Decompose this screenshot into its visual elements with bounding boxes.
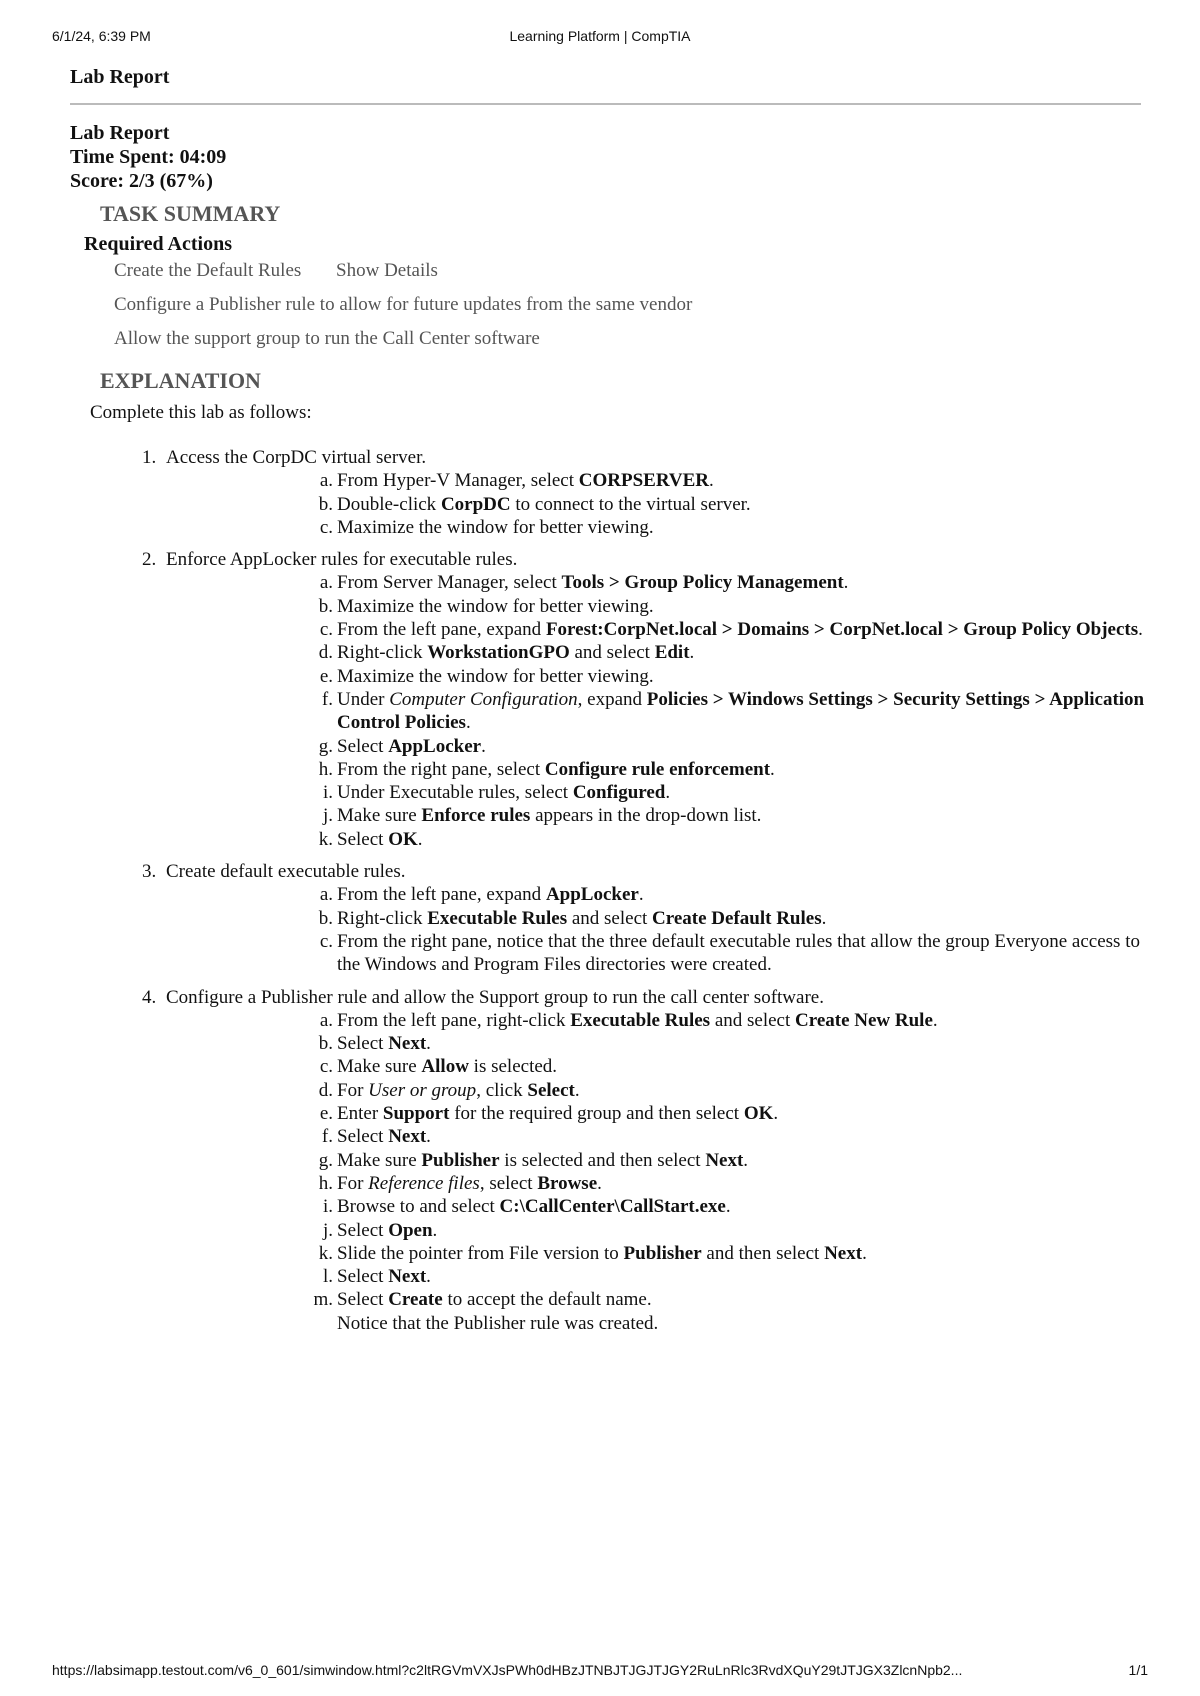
- substep-emphasis: Forest:CorpNet.local > Domains > CorpNet.local > Group Policy Objects: [545, 619, 1139, 641]
- substep-emphasis: Policies > Windows Settings > Security Settings > Application Control Policies: [337, 688, 1145, 734]
- substep-emphasis: Next: [824, 1242, 863, 1264]
- substep-text: From the left pane, expand: [337, 884, 546, 906]
- report-summary: [70, 121, 1145, 193]
- substep-text: Make sure: [337, 1056, 422, 1078]
- substep-item: [166, 595, 1145, 618]
- substep-text: Right-click: [337, 642, 428, 664]
- substep-text: .: [574, 1079, 580, 1101]
- substep-text: .: [597, 1172, 602, 1194]
- substep-emphasis: Create: [388, 1289, 443, 1311]
- substep-letter: i.: [322, 1196, 333, 1218]
- substep-text: to connect to the virtual server.: [510, 493, 751, 515]
- substep-list: [166, 1009, 1145, 1312]
- substep-list: [166, 571, 1145, 851]
- substep-text: .: [709, 470, 714, 492]
- required-action-label: Create the Default Rules: [114, 260, 302, 281]
- substep-letter: g.: [318, 735, 333, 757]
- substep-text: From the right pane, notice that the three default executable rules that allow the group Everyone access to the Windows and Program Files directories were created.: [337, 930, 1140, 976]
- substep-item: [166, 665, 1145, 688]
- substep-text: From the left pane, right-click: [337, 1009, 571, 1031]
- substep-text: is selected and then select: [499, 1149, 706, 1171]
- substep-text: .: [862, 1242, 867, 1264]
- substep-emphasis: Browse: [537, 1172, 598, 1194]
- step-item: [70, 860, 1145, 976]
- substep-emphasis: Executable Rules: [570, 1009, 711, 1031]
- substep-emphasis: Allow: [421, 1056, 469, 1078]
- task-summary-heading: TASK SUMMARY: [100, 201, 281, 226]
- substep-text: .: [426, 1033, 431, 1055]
- substep-emphasis: Configured: [572, 782, 666, 804]
- substep-text: Enter: [337, 1103, 383, 1125]
- required-actions-label: Required Actions: [84, 233, 232, 255]
- print-footer: [52, 1662, 1148, 1684]
- print-url: https://labsimapp.testout.com/v6_0_601/simwindow.html?c2ltRGVmVXJsPWh0dHBzJTNBJTJGJTJGY2RuLnRlc3RvdXQuY29tJTJGX3ZlcnNpb2...: [52, 1662, 963, 1678]
- substep-letter: e.: [319, 1103, 333, 1125]
- substep-item: [166, 758, 1145, 781]
- substep-letter: i.: [322, 782, 333, 804]
- substep-letter: a.: [319, 884, 333, 906]
- substep-emphasis: Create Default Rules: [652, 907, 822, 929]
- step-item: [70, 446, 1145, 539]
- substep-letter: f.: [321, 1126, 333, 1148]
- substep-text: .: [689, 642, 695, 664]
- substep-letter: j.: [322, 805, 333, 827]
- substep-emphasis: Support: [382, 1103, 450, 1125]
- substep-text: Select: [337, 828, 389, 850]
- substep-text: .: [417, 828, 423, 850]
- substep-text: .: [843, 572, 849, 594]
- substep-emphasis: Publisher: [421, 1149, 500, 1171]
- substep-item: [166, 883, 1145, 906]
- substep-text: Select: [337, 735, 389, 757]
- substep-item: [166, 516, 1145, 539]
- substep-italic: Reference files: [368, 1172, 480, 1194]
- substep-item: [166, 641, 1145, 664]
- substep-text: and select: [567, 907, 653, 929]
- substep-emphasis: C:\CallCenter\CallStart.exe: [499, 1196, 726, 1218]
- step-text: Access the CorpDC virtual server.: [166, 447, 427, 468]
- substep-emphasis: Open: [388, 1219, 433, 1241]
- substep-letter: c.: [319, 619, 333, 641]
- substep-item: [166, 571, 1145, 594]
- substep-text: .: [638, 884, 644, 906]
- step-item: [70, 986, 1145, 1335]
- substep-item: [166, 828, 1145, 851]
- title-divider: [70, 103, 1141, 105]
- substep-text: From the right pane, select: [337, 758, 545, 780]
- substep-text: Under Executable rules, select: [337, 782, 573, 804]
- substep-text: .: [770, 758, 775, 780]
- substep-letter: a.: [319, 470, 333, 492]
- substep-letter: c.: [319, 1056, 333, 1078]
- substep-item: [166, 469, 1145, 492]
- substep-item: [166, 735, 1145, 758]
- document-title: Lab Report: [70, 66, 170, 88]
- substep-letter: d.: [318, 642, 333, 664]
- substep-item: [166, 1055, 1145, 1078]
- substep-text: Browse to and select: [337, 1196, 500, 1218]
- substep-text: From Server Manager, select: [337, 572, 562, 594]
- substep-item: [166, 688, 1145, 735]
- explanation-heading: EXPLANATION: [100, 368, 261, 393]
- substep-item: [166, 1265, 1145, 1288]
- substep-letter: m.: [313, 1289, 333, 1311]
- substep-letter: h.: [318, 758, 333, 780]
- substep-emphasis: WorkstationGPO: [427, 642, 570, 664]
- substep-emphasis: Select: [527, 1079, 575, 1101]
- print-page-title: Learning Platform | CompTIA: [509, 28, 691, 44]
- substep-item: [166, 1149, 1145, 1172]
- required-action-3: [114, 328, 1145, 350]
- substep-item: [166, 1172, 1145, 1195]
- substep-emphasis: AppLocker: [545, 884, 639, 906]
- substep-item: [166, 1079, 1145, 1102]
- substep-letter: k.: [318, 828, 333, 850]
- substep-text: Slide the pointer from File version to: [337, 1242, 624, 1264]
- substep-text: .: [1138, 619, 1143, 641]
- substep-text: , click: [476, 1079, 528, 1101]
- substep-item: [166, 1288, 1145, 1311]
- substep-letter: f.: [321, 688, 333, 710]
- substep-item: [166, 1032, 1145, 1055]
- substep-item: [166, 1009, 1145, 1032]
- substep-emphasis: CorpDC: [440, 493, 511, 515]
- substep-text: and then select: [701, 1242, 825, 1264]
- substep-emphasis: Edit: [654, 642, 690, 664]
- print-page-number: 1/1: [1128, 1662, 1148, 1678]
- time-spent: Time Spent: 04:09: [70, 146, 227, 168]
- substep-text: .: [432, 1219, 438, 1241]
- substep-emphasis: Next: [388, 1266, 427, 1288]
- substep-emphasis: OK: [743, 1103, 774, 1125]
- substep-item: [166, 804, 1145, 827]
- required-action-2: [114, 294, 1145, 316]
- substep-text: Select: [337, 1219, 389, 1241]
- substep-text: Maximize the window for better viewing.: [337, 595, 654, 617]
- required-action-label: Configure a Publisher rule to allow for future updates from the same vendor: [114, 294, 693, 315]
- substep-text: For: [337, 1172, 369, 1194]
- substep-text: Select: [337, 1266, 389, 1288]
- substep-emphasis: AppLocker: [388, 735, 482, 757]
- substep-emphasis: Executable Rules: [427, 907, 568, 929]
- substep-text: Right-click: [337, 907, 428, 929]
- substep-letter: j.: [322, 1219, 333, 1241]
- substep-item: [166, 1219, 1145, 1242]
- substep-emphasis: Next: [388, 1033, 427, 1055]
- substep-text: .: [481, 735, 486, 757]
- substep-text: .: [426, 1126, 431, 1148]
- substep-item: [166, 618, 1145, 641]
- substep-letter: k.: [318, 1242, 333, 1264]
- print-header: [52, 28, 1148, 50]
- substep-text: .: [773, 1103, 779, 1125]
- substep-emphasis: Publisher: [623, 1242, 702, 1264]
- substep-text: .: [426, 1266, 431, 1288]
- substep-text: for the required group and then select: [449, 1103, 744, 1125]
- substep-letter: h.: [318, 1172, 333, 1194]
- substep-letter: d.: [318, 1079, 333, 1101]
- substep-letter: b.: [318, 493, 333, 515]
- substep-text: .: [465, 712, 471, 734]
- substep-list: [166, 469, 1145, 539]
- step-note: Notice that the Publisher rule was created.: [337, 1312, 659, 1334]
- substep-letter: c.: [319, 516, 333, 538]
- substep-text: From the left pane, expand: [337, 619, 546, 641]
- substep-text: Maximize the window for better viewing.: [337, 516, 654, 538]
- substep-italic: Computer Configuration: [389, 688, 578, 710]
- substep-text: Select: [337, 1126, 389, 1148]
- substep-letter: c.: [319, 930, 333, 952]
- substep-text: Select: [337, 1289, 389, 1311]
- substep-text: Under: [337, 688, 390, 710]
- step-number: 4.: [142, 986, 157, 1008]
- lab-report-content: [70, 66, 1145, 1344]
- substep-letter: b.: [318, 595, 333, 617]
- substep-letter: a.: [319, 572, 333, 594]
- substep-text: and select: [710, 1009, 796, 1031]
- substep-text: .: [743, 1149, 749, 1171]
- substep-text: to accept the default name.: [442, 1289, 652, 1311]
- substep-item: [166, 930, 1145, 977]
- substep-text: , expand: [577, 688, 647, 710]
- required-action-1: [114, 260, 1145, 282]
- substep-letter: a.: [319, 1009, 333, 1031]
- step-item: [70, 548, 1145, 851]
- substep-text: Select: [337, 1033, 389, 1055]
- substep-list: [166, 883, 1145, 976]
- substep-text: .: [932, 1009, 938, 1031]
- substep-text: .: [821, 907, 827, 929]
- substep-letter: e.: [319, 665, 333, 687]
- required-action-label: Allow the support group to run the Call Center software: [114, 328, 540, 349]
- substep-letter: g.: [318, 1149, 333, 1171]
- substep-emphasis: Configure rule enforcement: [544, 758, 771, 780]
- steps-list: [70, 446, 1145, 1335]
- substep-emphasis: Enforce rules: [421, 805, 531, 827]
- substep-emphasis: Next: [705, 1149, 744, 1171]
- substep-item: [166, 493, 1145, 516]
- step-number: 2.: [142, 549, 157, 571]
- step-text: Configure a Publisher rule and allow the Support group to run the call center software.: [166, 986, 824, 1008]
- substep-item: [166, 781, 1145, 804]
- substep-letter: l.: [322, 1266, 333, 1288]
- step-number: 1.: [142, 447, 157, 468]
- substep-letter: b.: [318, 1033, 333, 1055]
- substep-text: Make sure: [337, 805, 422, 827]
- step-text: Create default executable rules.: [166, 861, 406, 883]
- substep-text: .: [665, 782, 671, 804]
- substep-emphasis: Tools > Group Policy Management: [561, 572, 844, 594]
- score: Score: 2/3 (67%): [70, 170, 213, 192]
- substep-text: For: [337, 1079, 369, 1101]
- report-heading: Lab Report: [70, 122, 170, 144]
- substep-emphasis: Create New Rule: [795, 1009, 933, 1031]
- substep-emphasis: Next: [388, 1126, 427, 1148]
- substep-text: and select: [569, 642, 655, 664]
- substep-letter: b.: [318, 907, 333, 929]
- substep-text: Maximize the window for better viewing.: [337, 665, 654, 687]
- substep-item: [166, 1195, 1145, 1218]
- substep-text: is selected.: [468, 1056, 558, 1078]
- substep-text: .: [725, 1196, 731, 1218]
- substep-item: [166, 1242, 1145, 1265]
- substep-text: appears in the drop-down list.: [530, 805, 762, 827]
- substep-text: , select: [479, 1172, 538, 1194]
- print-datetime: 6/1/24, 6:39 PM: [52, 28, 151, 44]
- substep-item: [166, 907, 1145, 930]
- explanation-intro: Complete this lab as follows:: [90, 402, 312, 423]
- substep-text: Double-click: [337, 493, 441, 515]
- show-details-link[interactable]: Show Details: [336, 260, 438, 281]
- substep-italic: User or group: [368, 1079, 477, 1101]
- substep-text: Make sure: [337, 1149, 422, 1171]
- substep-item: [166, 1102, 1145, 1125]
- substep-emphasis: OK: [388, 828, 418, 850]
- substep-text: From Hyper-V Manager, select: [337, 470, 579, 492]
- substep-item: [166, 1125, 1145, 1148]
- substep-emphasis: CORPSERVER: [578, 470, 709, 492]
- step-number: 3.: [142, 861, 157, 883]
- step-text: Enforce AppLocker rules for executable rules.: [166, 549, 518, 571]
